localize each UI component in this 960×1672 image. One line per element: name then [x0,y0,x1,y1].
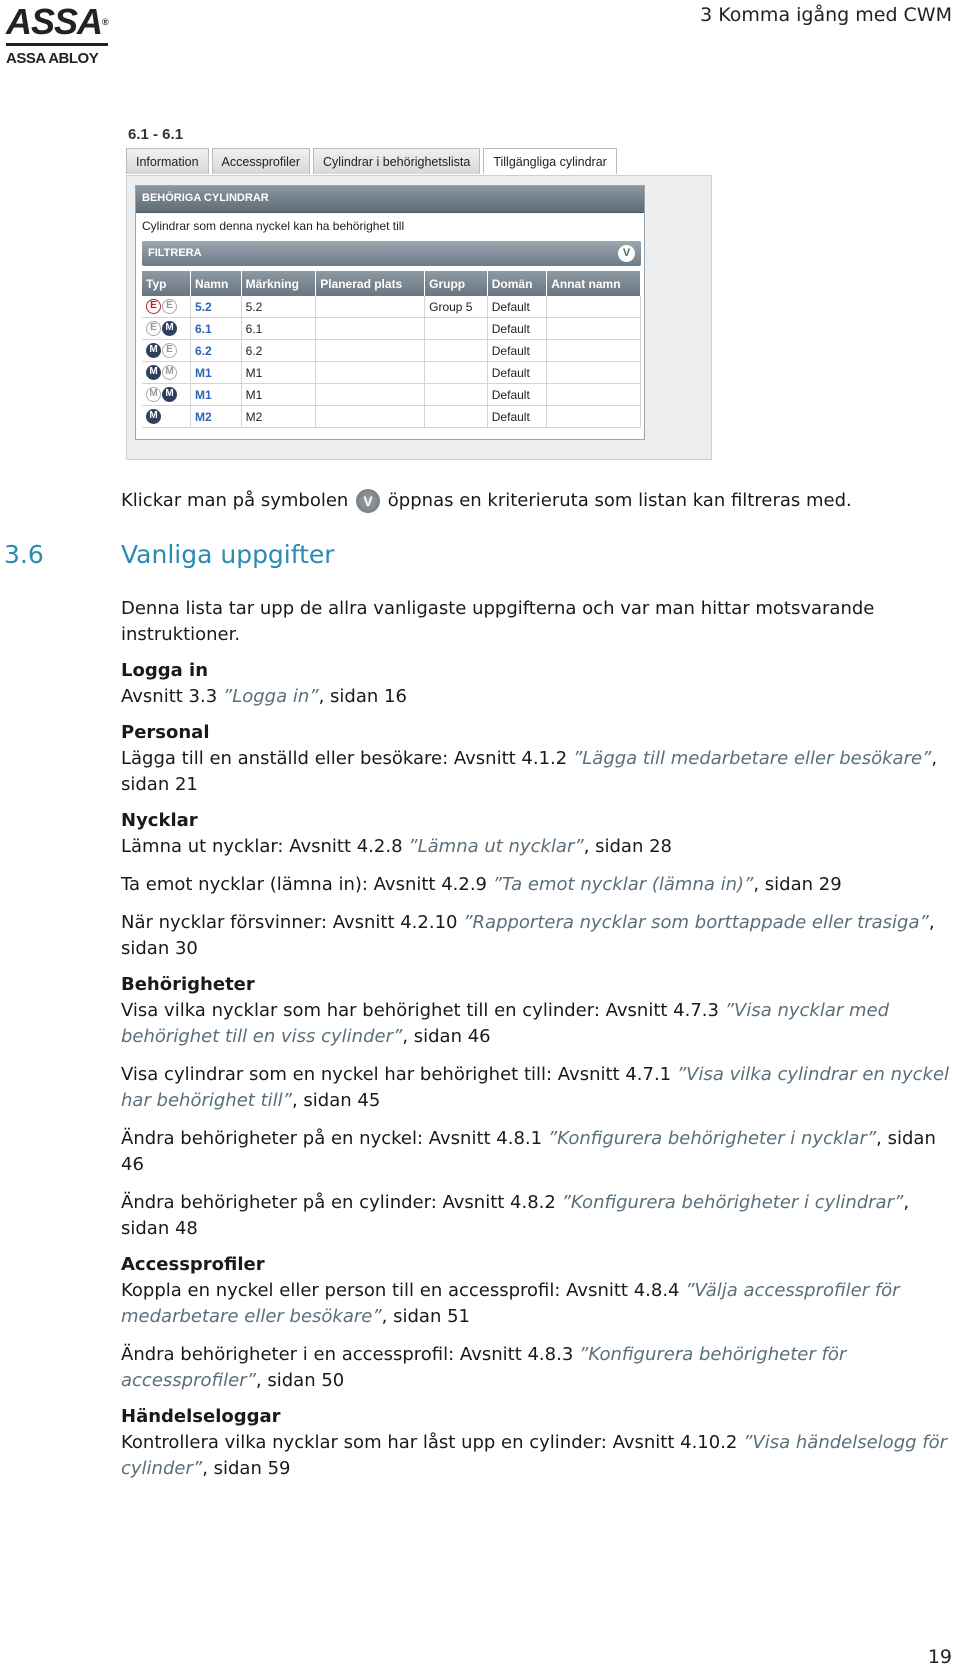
other-name-cell [547,318,641,340]
task-description: När nycklar försvinner: Avsnitt 4.2.10 [121,912,464,933]
task-item [121,684,951,710]
cylinder-type-icon: E [146,321,161,336]
place-cell [316,340,425,362]
task-item [121,872,951,898]
task-item [121,1430,951,1482]
column-header[interactable]: Domän [487,271,546,296]
tab-accessprofiler[interactable]: Accessprofiler [212,148,311,174]
cylinder-type-icon: E [162,343,177,358]
panel-title: BEHÖRIGA CYLINDRAR [136,186,644,213]
task-group-heading: Händelseloggar [121,1406,281,1427]
domain-cell: Default [487,406,546,428]
name-cell[interactable]: 5.2 [190,296,241,318]
task-group-heading: Accessprofiler [121,1254,265,1275]
section-reference-link[interactable]: ”Visa nycklar med behörighet till en viss cylinder” [121,1000,890,1047]
logo-sub: ASSA ABLOY [6,50,99,67]
domain-cell: Default [487,362,546,384]
type-cell [142,340,190,362]
key-title: 6.1 - 6.1 [128,126,184,143]
type-cell [142,384,190,406]
tab-bar [126,148,617,174]
marking-cell: M1 [241,384,316,406]
domain-cell: Default [487,318,546,340]
chevron-down-icon: V [356,489,380,513]
place-cell [316,406,425,428]
task-item [121,1190,951,1242]
page-reference: , sidan 51 [381,1306,470,1327]
group-cell [425,406,488,428]
page-reference: , sidan 30 [121,912,935,959]
tab-content [126,175,712,460]
chapter-title: 3 Komma igång med CWM [700,4,952,26]
cylinder-type-icon: M [146,365,161,380]
task-item [121,910,951,962]
page-reference: , sidan 50 [255,1370,345,1391]
marking-cell: 5.2 [241,296,316,318]
place-cell [316,384,425,406]
group-cell [425,362,488,384]
task-group-heading: Personal [121,722,210,743]
task-description: Visa cylindrar som en nyckel har behörighet till: Avsnitt 4.7.1 [121,1064,677,1085]
task-description: Ändra behörigheter i en accessprofil: Avsnitt 4.8.3 [121,1344,579,1365]
type-cell [142,318,190,340]
task-description: Lägga till en anställd eller besökare: Avsnitt 4.1.2 [121,748,573,769]
section-reference-link[interactable]: ”Konfigurera behörigheter i cylindrar” [561,1192,904,1213]
section-reference-link[interactable]: ”Lämna ut nycklar” [408,836,584,857]
task-description: Ta emot nycklar (lämna in): Avsnitt 4.2.9 [121,874,493,895]
task-item [121,1342,951,1394]
task-item [121,1278,951,1330]
marking-cell: M1 [241,362,316,384]
logo-main: ASSA® [6,1,108,42]
column-header[interactable]: Planerad plats [316,271,425,296]
group-cell [425,318,488,340]
cwm-screenshot [124,124,716,466]
section-title: Vanliga uppgifter [121,540,335,569]
type-cell [142,296,190,318]
column-header[interactable]: Typ [142,271,190,296]
hint-before: Klickar man på symbolen [121,490,349,511]
page-reference: , sidan 16 [318,686,407,707]
name-cell[interactable]: 6.2 [190,340,241,362]
panel-description: Cylindrar som denna nyckel kan ha behörighet till [142,219,405,233]
cylinder-table [142,271,641,428]
logo-rule [6,43,108,46]
other-name-cell [547,406,641,428]
hint-after: öppnas en kriterieruta som listan kan filtreras med. [387,490,852,511]
task-description: Ändra behörigheter på en cylinder: Avsnitt 4.8.2 [121,1192,562,1213]
tab-tillgangliga-cylindrar[interactable]: Tillgängliga cylindrar [483,148,616,174]
column-header[interactable]: Annat namn [547,271,641,296]
table-row[interactable] [142,296,641,318]
marking-cell: M2 [241,406,316,428]
page-reference: , sidan 46 [121,1128,936,1175]
cylinder-type-icon: M [162,321,177,336]
section-reference-link[interactable]: ”Konfigurera behörigheter för accessprofiler” [121,1344,847,1391]
page-reference: , sidan 48 [121,1192,910,1239]
page-reference: , sidan 59 [202,1458,291,1479]
type-cell [142,362,190,384]
tab-information[interactable]: Information [126,148,209,174]
name-cell[interactable]: M1 [190,362,241,384]
table-row[interactable] [142,362,641,384]
task-description: Avsnitt 3.3 [121,686,223,707]
task-item [121,998,951,1050]
group-cell [425,384,488,406]
marking-cell: 6.1 [241,318,316,340]
section-reference-link[interactable]: ”Rapportera nycklar som borttappade eller trasiga” [463,912,929,933]
task-group-heading: Behörigheter [121,974,255,995]
other-name-cell [547,340,641,362]
table-row[interactable] [142,384,641,406]
section-reference-link[interactable]: ”Logga in” [222,686,319,707]
filter-label: FILTRERA [148,247,202,259]
name-cell[interactable]: M2 [190,406,241,428]
page-reference: , sidan 45 [291,1090,381,1111]
other-name-cell [547,362,641,384]
section-reference-link[interactable]: ”Lägga till medarbetare eller besökare” [572,748,932,769]
column-header[interactable]: Grupp [425,271,488,296]
cylinder-type-icon: M [146,409,161,424]
task-group-heading: Logga in [121,660,209,681]
section-reference-link[interactable]: ”Visa händelselogg för cylinder” [121,1432,948,1479]
cylinder-type-icon: M [146,343,161,358]
task-item [121,834,951,860]
section-number: 3.6 [4,540,44,569]
place-cell [316,296,425,318]
domain-cell: Default [487,384,546,406]
place-cell [316,362,425,384]
section-reference-link[interactable]: ”Konfigurera behörigheter i nycklar” [547,1128,877,1149]
task-item [121,1062,951,1114]
assa-abloy-logo [6,1,110,67]
task-group-heading: Nycklar [121,810,198,831]
tab-cylindrar-behorighetslista[interactable]: Cylindrar i behörighetslista [313,148,480,174]
section-reference-link[interactable]: ”Välja accessprofiler för medarbetare eller besökare” [121,1280,900,1327]
column-header[interactable]: Namn [190,271,241,296]
task-description: Visa vilka nycklar som har behörighet till en cylinder: Avsnitt 4.7.3 [121,1000,725,1021]
filter-hint [121,488,852,513]
task-item [121,746,951,798]
other-name-cell [547,296,641,318]
section-content [121,596,951,1482]
page-reference: , sidan 29 [753,874,842,895]
cylinder-type-icon: E [162,299,177,314]
section-intro: Denna lista tar upp de allra vanligaste uppgifterna och var man hittar motsvarande instruktioner. [121,598,875,645]
section-reference-link[interactable]: ”Visa vilka cylindrar en nyckel har behörighet till” [121,1064,950,1111]
marking-cell: 6.2 [241,340,316,362]
column-header[interactable]: Märkning [241,271,316,296]
place-cell [316,318,425,340]
other-name-cell [547,384,641,406]
task-description: Koppla en nyckel eller person till en accessprofil: Avsnitt 4.8.4 [121,1280,686,1301]
page-reference: , sidan 21 [121,748,938,795]
table-row[interactable] [142,340,641,362]
task-item [121,1126,951,1178]
cylinder-type-icon: M [162,387,177,402]
table-row[interactable] [142,406,641,428]
task-description: Ändra behörigheter på en nyckel: Avsnitt 4.8.1 [121,1128,548,1149]
filter-bar[interactable] [142,241,641,266]
task-description: Kontrollera vilka nycklar som har låst upp en cylinder: Avsnitt 4.10.2 [121,1432,744,1453]
cylinder-type-icon: M [162,365,177,380]
group-cell: Group 5 [425,296,488,318]
name-cell[interactable]: M1 [190,384,241,406]
section-reference-link[interactable]: ”Ta emot nycklar (lämna in)” [492,874,754,895]
chevron-down-icon[interactable]: V [618,245,635,262]
domain-cell: Default [487,340,546,362]
domain-cell: Default [487,296,546,318]
group-cell [425,340,488,362]
cylinder-type-icon: E [146,299,161,314]
name-cell[interactable]: 6.1 [190,318,241,340]
task-description: Lämna ut nycklar: Avsnitt 4.2.8 [121,836,409,857]
cylinder-type-icon: M [146,387,161,402]
table-row[interactable] [142,318,641,340]
page-reference: , sidan 46 [402,1026,491,1047]
authorized-cylinders-panel [135,185,645,440]
page-number: 19 [927,1646,952,1668]
page-reference: , sidan 28 [583,836,672,857]
type-cell [142,406,190,428]
